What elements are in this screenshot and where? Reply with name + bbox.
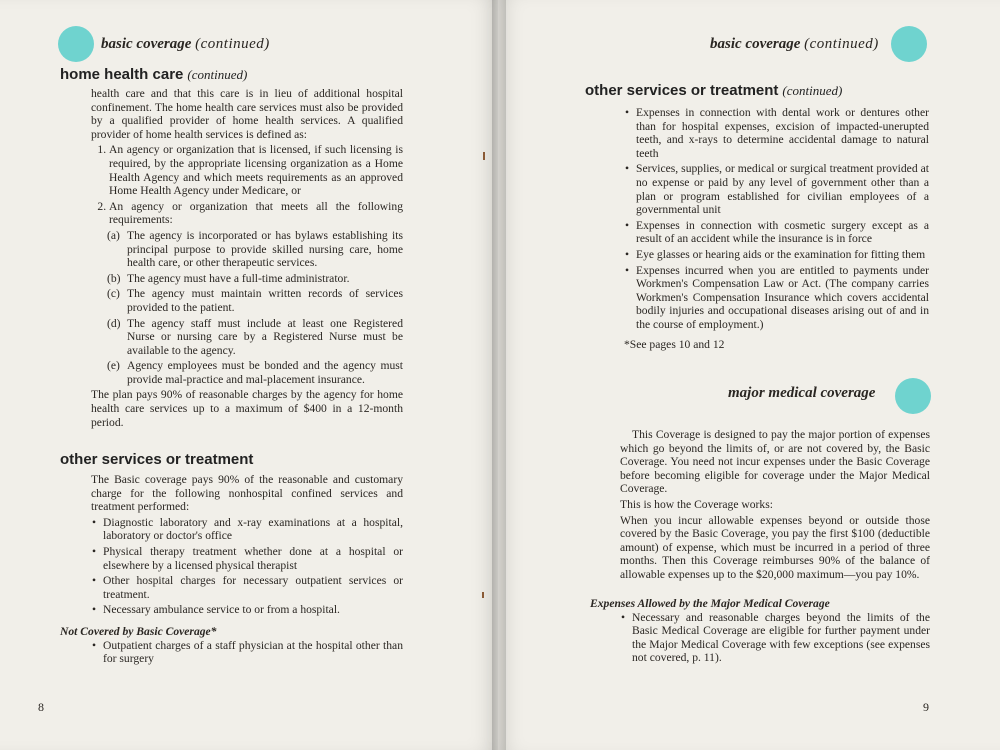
requirement-item <box>107 271 403 286</box>
requirement-text: The agency must maintain written records of services provided to the patient. <box>127 287 403 314</box>
teal-dot-marker <box>895 378 931 414</box>
not-covered-list <box>60 639 403 666</box>
provider-item-text: An agency or organization that is licensed, if such licensing is required, by the appropriate licensing organization as a Home Health Agency and which meets requirements as an approved Home Health Agency under Medicare, or <box>109 143 403 198</box>
requirement-item <box>107 359 403 386</box>
right-page <box>498 0 1000 750</box>
requirement-letter: (b) <box>107 271 121 285</box>
not-covered-item: • Expenses in connection with dental work or dentures other than for hospital expenses, excision of impacted-unerupted teeth, and x-rays to determine accidental damage to natural teeth <box>636 106 929 160</box>
header-continued: (continued) <box>195 36 270 52</box>
not-covered-list <box>624 106 929 332</box>
requirement-item <box>107 316 403 358</box>
expenses-allowed-item: • Necessary and reasonable charges beyond the limits of the Basic Medical Coverage are eligible for further payment under the Major Medical Coverage with few exceptions (see expenses not covered, p. 11). <box>632 611 930 665</box>
requirement-letter: (e) <box>107 359 120 373</box>
section-continued: (continued) <box>187 67 248 82</box>
section-heading-other-services-cont <box>585 82 842 99</box>
see-pages-note: *See pages 10 and 12 <box>624 337 725 351</box>
expenses-allowed-title: Expenses Allowed by the Major Medical Coverage <box>590 597 830 610</box>
covered-service-item: • Diagnostic laboratory and x-ray examinations at a hospital, laboratory or doctor's office <box>103 516 403 543</box>
other-services-body <box>91 473 403 619</box>
section-heading-other-services <box>60 451 253 468</box>
requirement-letter: (c) <box>107 287 120 301</box>
requirements-list <box>109 229 403 387</box>
page-number-left: 8 <box>38 700 44 714</box>
provider-item-1 <box>109 143 403 197</box>
home-health-care-body <box>91 87 403 431</box>
not-covered-item: • Services, supplies, or medical or surgical treatment provided at no expense or paid by any level of government other than a plan or program established for civilian employees of a governmental unit <box>636 162 929 216</box>
requirement-letter: (d) <box>107 316 121 330</box>
expenses-allowed-list <box>590 611 930 665</box>
covered-service-item: • Other hospital charges for necessary outpatient services or treatment. <box>103 574 403 601</box>
header-continued: (continued) <box>804 36 879 52</box>
provider-item-2 <box>109 200 403 387</box>
not-covered-item: • Eye glasses or hearing aids or the examination for fitting them <box>636 248 929 262</box>
page-number-right: 9 <box>923 700 929 714</box>
requirement-text: The agency is incorporated or has bylaws establishing its principal purpose to provide skilled nursing care, home health care, or other therapeutic services. <box>127 228 403 270</box>
requirement-item <box>107 287 403 314</box>
section-title: other services or treatment <box>60 451 254 468</box>
section-continued: (continued) <box>782 83 843 98</box>
major-medical-paragraph-2: This is how the Coverage works: <box>620 497 773 511</box>
other-services-intro: The Basic coverage pays 90% of the reasonable and customary charge for the following nonhospital confined services and treatment performed: <box>91 473 403 514</box>
section-heading-home-health-care <box>60 66 247 83</box>
teal-dot-marker <box>58 26 94 62</box>
intro-paragraph: health care and that this care is in lieu of additional hospital confinement. The home health care services must also be provided by a qualified provider of home health services. A qualified provider of home health services is defined as: <box>91 87 403 141</box>
not-covered-item: • Expenses in connection with cosmetic surgery except as a result of an accident while the insurance is in force <box>636 219 929 246</box>
covered-service-item: • Physical therapy treatment whether done at a hospital or elsewhere by a licensed physical therapist <box>103 545 403 572</box>
not-covered-title: Not Covered by Basic Coverage* <box>60 625 217 638</box>
section-title: other services or treatment <box>585 82 779 99</box>
major-medical-heading: major medical coverage <box>728 385 876 401</box>
header-title: basic coverage <box>710 36 801 52</box>
not-covered-continued-body <box>624 106 929 353</box>
major-medical-paragraph-3: When you incur allowable expenses beyond or outside those covered by the Basic Coverage, you pay the first $100 (deductible amount) of expense, which must be incurred in a period of three months. Then this Coverage reimburses 90% of the balance of allowable expenses up to the $20,000 maximum—you pay 10%. <box>620 513 930 581</box>
expenses-allowed-block <box>590 597 930 667</box>
not-covered-item: • Expenses incurred when you are entitled to payments under Workmen's Compensation Law or Act. (The company carries Workmen's Compensation Insurance which covers accidental bodily injuries and occupational diseases arising out of and in the course of employment.) <box>636 264 929 332</box>
left-page <box>0 0 498 750</box>
requirement-text: The agency staff must include at least one Registered Nurse or nursing care by a Registered Nurse must be available to the agency. <box>127 316 403 357</box>
binding-mark <box>482 592 484 598</box>
binding-mark <box>483 152 485 160</box>
left-running-header <box>101 36 270 53</box>
not-covered-block <box>60 625 403 668</box>
covered-services-list <box>91 516 403 617</box>
requirement-letter: (a) <box>107 228 120 242</box>
provider-list <box>91 143 403 386</box>
major-medical-body <box>620 428 930 584</box>
plan-pays-paragraph: The plan pays 90% of reasonable charges by the agency for home health care services up to a maximum of $400 in a 12-month period. <box>91 388 403 429</box>
book-gutter <box>492 0 506 750</box>
major-medical-paragraph-1: This Coverage is designed to pay the major portion of expenses which go beyond the limits of, or are not covered by, the Basic Coverage. You need not incur expenses under the Basic Coverage before becoming eligible for coverage under the Major Medical Coverage. <box>620 428 930 496</box>
section-title: home health care <box>60 66 184 83</box>
requirement-item <box>107 228 403 270</box>
requirement-text: The agency must have a full-time administrator. <box>127 271 350 285</box>
not-covered-item: • Outpatient charges of a staff physician at the hospital other than for surgery <box>103 639 403 666</box>
teal-dot-marker <box>891 26 927 62</box>
requirement-text: Agency employees must be bonded and the agency must provide mal-practice and mal-placement insurance. <box>127 359 403 386</box>
provider-item-text: An agency or organization that meets all the following requirements: <box>109 199 403 227</box>
right-running-header <box>710 36 879 53</box>
header-title: basic coverage <box>101 36 192 52</box>
covered-service-item: • Necessary ambulance service to or from a hospital. <box>103 603 403 617</box>
